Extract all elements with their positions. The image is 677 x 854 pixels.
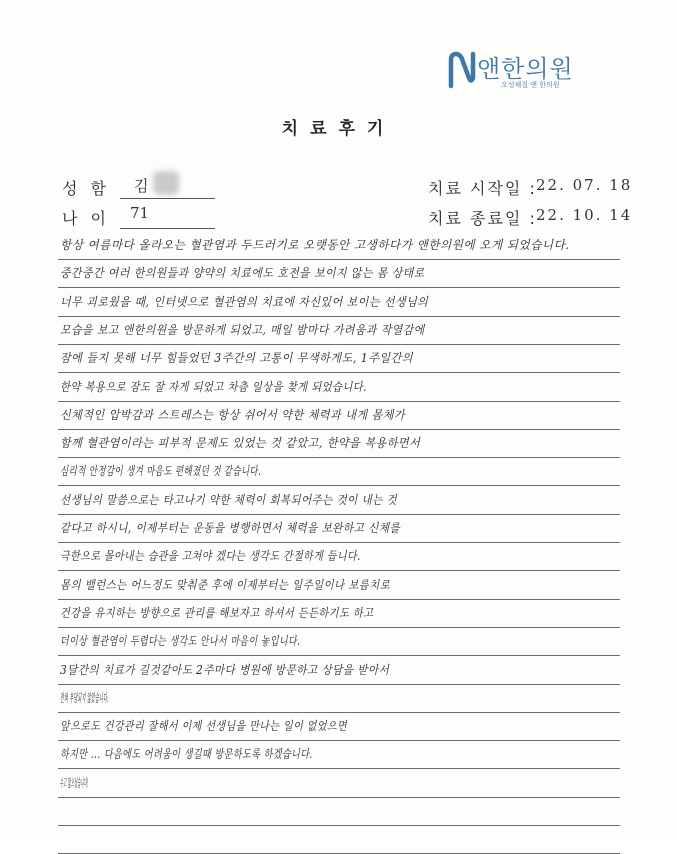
review-line: 심리적 안정감이 생겨 마음도 편해졌던 것 같습니다. [60, 464, 262, 479]
review-line: 신체적인 압박감과 스트레스는 항상 쉬어서 약한 체력과 내게 몸체가 [60, 407, 406, 422]
ruled-line [58, 768, 620, 769]
name-label: 성 함 [62, 179, 110, 198]
ruled-line [58, 372, 620, 373]
clinic-logo [447, 46, 587, 94]
ruled-line [58, 485, 620, 486]
redacted-name-blur [153, 171, 179, 195]
page-title: 치료후기 [281, 119, 396, 139]
ruled-line [58, 287, 620, 288]
ruled-line [58, 825, 620, 826]
review-line: 전혀 부담되지 않았습니다. [60, 690, 109, 705]
age-value: 71 [130, 204, 150, 222]
review-line: 더이상 혈관염이 두렵다는 생각도 안나서 마음이 놓입니다. [60, 634, 301, 649]
review-line: 한약 복용으로 잠도 잘 자게 되었고 차츰 일상을 찾게 되었습니다. [60, 379, 367, 394]
review-line: 3달간의 치료가 길것같아도 2주마다 병원에 방문하고 상담을 받아서 [60, 662, 390, 677]
start-date-value: 22. 07. 18 [536, 176, 633, 194]
ruled-line [58, 684, 620, 685]
review-line: 몸의 밸런스는 어느정도 맞춰준 후에 이제부터는 일주일이나 보름치로 [60, 577, 391, 592]
age-underline [120, 228, 215, 229]
ruled-line [58, 401, 620, 402]
clinic-name: 앤한의원 [477, 55, 574, 83]
review-line: 너무 괴로웠을 때, 인터넷으로 혈관염의 치료에 자신있어 보이는 선생님의 [60, 294, 429, 309]
ruled-line [58, 457, 620, 458]
ruled-line [58, 599, 620, 600]
age-label: 나 이 [62, 209, 110, 228]
end-date-label: 치료 종료일 : [428, 209, 537, 228]
review-line: 앞으로도 건강관리 잘해서 이제 선생님을 만나는 일이 없었으면 [60, 719, 348, 734]
review-line: 모습을 보고 앤한의원을 방문하게 되었고, 매일 밤마다 가려움과 작열감에 [60, 322, 425, 337]
ruled-line [58, 797, 620, 798]
clinic-subtitle: 오성체질 앤 한의원 [501, 81, 560, 89]
ruled-line [58, 570, 620, 571]
ruled-line [58, 542, 620, 543]
ruled-line [58, 627, 620, 628]
review-line: 중간중간 여러 한의원들과 양약의 치료에도 호전을 보이지 않는 몸 상태로 [60, 266, 425, 281]
ruled-line [58, 259, 620, 260]
ruled-line [58, 740, 620, 741]
name-value: 김 [134, 177, 149, 195]
end-date-value: 22. 10. 14 [536, 206, 633, 224]
name-underline [120, 198, 215, 199]
start-date-label: 치료 시작일 : [428, 179, 537, 198]
review-line: 함께 혈관염이라는 피부적 문제도 있었는 것 같았고, 한약을 복용하면서 [60, 436, 421, 451]
stylized-n-icon [447, 50, 477, 90]
review-line: 같다고 하시니, 이제부터는 운동을 병행하면서 체력을 보완하고 신체를 [60, 521, 401, 535]
ruled-line [58, 429, 620, 430]
review-line: 하지만 ... 다음에도 어려움이 생길때 방문하도록 하겠습니다. [60, 747, 313, 762]
ruled-line [58, 655, 620, 656]
ruled-line [58, 712, 620, 713]
ruled-line [58, 316, 620, 317]
review-line: 잠에 들지 못해 너무 힘들었던 3주간의 고통이 무색하게도, 1주일간의 [60, 351, 413, 366]
review-line: 선생님의 말씀으로는 타고나기 약한 체력이 회복되어주는 것이 내는 것 [60, 492, 398, 507]
review-line: 건강을 유지하는 방향으로 관리를 해보자고 하셔서 든든하기도 하고 [60, 605, 374, 620]
ruled-line [58, 344, 620, 345]
review-line: 수고 많으셨습니다! [60, 775, 89, 790]
review-line: 극한으로 몰아내는 습관을 고쳐야 겠다는 생각도 간절하게 듭니다. [60, 549, 361, 564]
ruled-line [58, 514, 620, 515]
review-line: 항상 여름마다 올라오는 혈관염과 두드러기로 오랫동안 고생하다가 앤한의원에 오게 되었습니다. [60, 238, 570, 252]
